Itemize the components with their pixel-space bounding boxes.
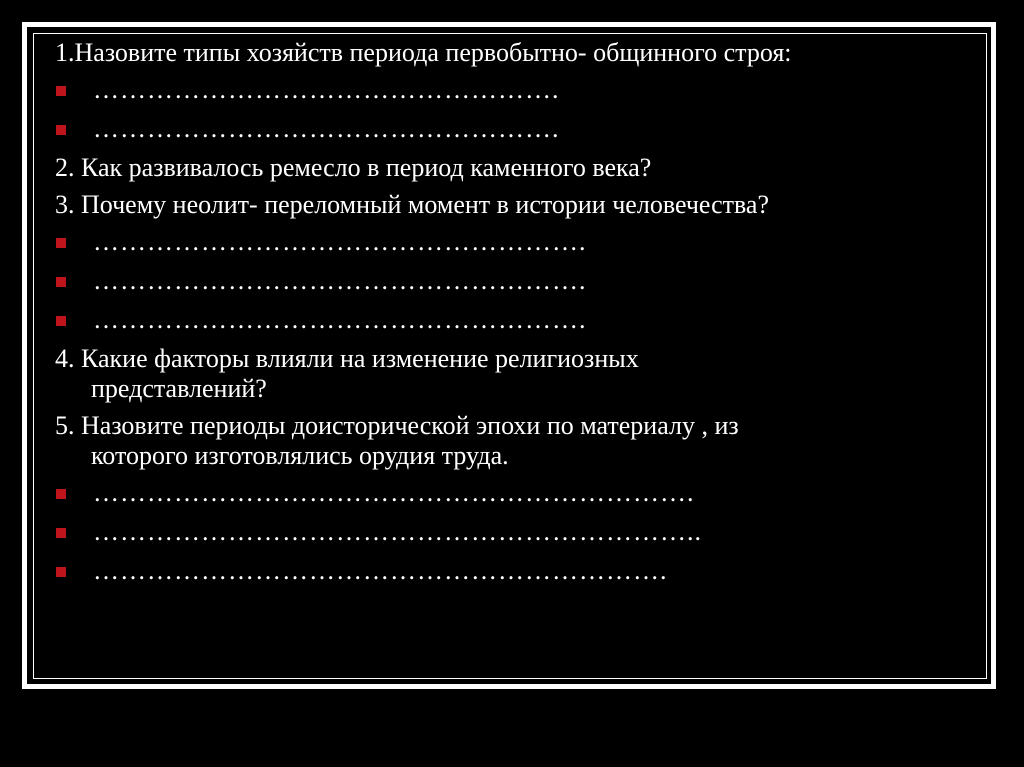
bullet-icon xyxy=(56,86,66,96)
answer-blank xyxy=(55,114,965,144)
bullet-icon xyxy=(56,316,66,326)
answer-blank xyxy=(55,266,965,296)
answer-blank-dots: ………………………………………………………….. xyxy=(93,517,702,546)
question-3: 3. Почему неолит- переломный момент в истории человечества? xyxy=(55,190,770,219)
question-4: 4. Какие факторы влияли на изменение религиозных xyxy=(55,344,639,373)
bullet-icon xyxy=(56,238,66,248)
bullet-icon xyxy=(56,528,66,538)
answer-blank-dots: ………………………………………………………. xyxy=(93,556,668,585)
answer-blank xyxy=(55,556,965,586)
question-5: 5. Назовите периоды доисторической эпохи по материалу , из xyxy=(55,411,739,440)
answer-blank xyxy=(55,305,965,335)
answer-blank-dots: ………………………………………………. xyxy=(93,227,587,256)
question-5-continuation: которого изготовлялись орудия труда. xyxy=(91,441,509,470)
question-list xyxy=(55,38,965,595)
answer-blank-dots: ………………………………………………. xyxy=(93,305,587,334)
question-1: 1.Назовите типы хозяйств периода первобытно- общинного строя: xyxy=(55,38,792,67)
bullet-icon xyxy=(56,125,66,135)
answer-blank xyxy=(55,227,965,257)
bullet-icon xyxy=(56,489,66,499)
answer-blank xyxy=(55,517,965,547)
answer-blank-dots: ………………………………………………. xyxy=(93,266,587,295)
answer-blank-dots: ……………………………………………. xyxy=(93,75,560,104)
answer-blank-dots: ……………………………………………. xyxy=(93,114,560,143)
answer-blank xyxy=(55,75,965,105)
question-2: 2. Как развивалось ремесло в период каменного века? xyxy=(55,153,652,182)
answer-blank-dots: …………………………………………………………. xyxy=(93,478,695,507)
bullet-icon xyxy=(56,277,66,287)
bullet-icon xyxy=(56,567,66,577)
question-4-continuation: представлений? xyxy=(91,374,267,403)
answer-blank xyxy=(55,478,965,508)
